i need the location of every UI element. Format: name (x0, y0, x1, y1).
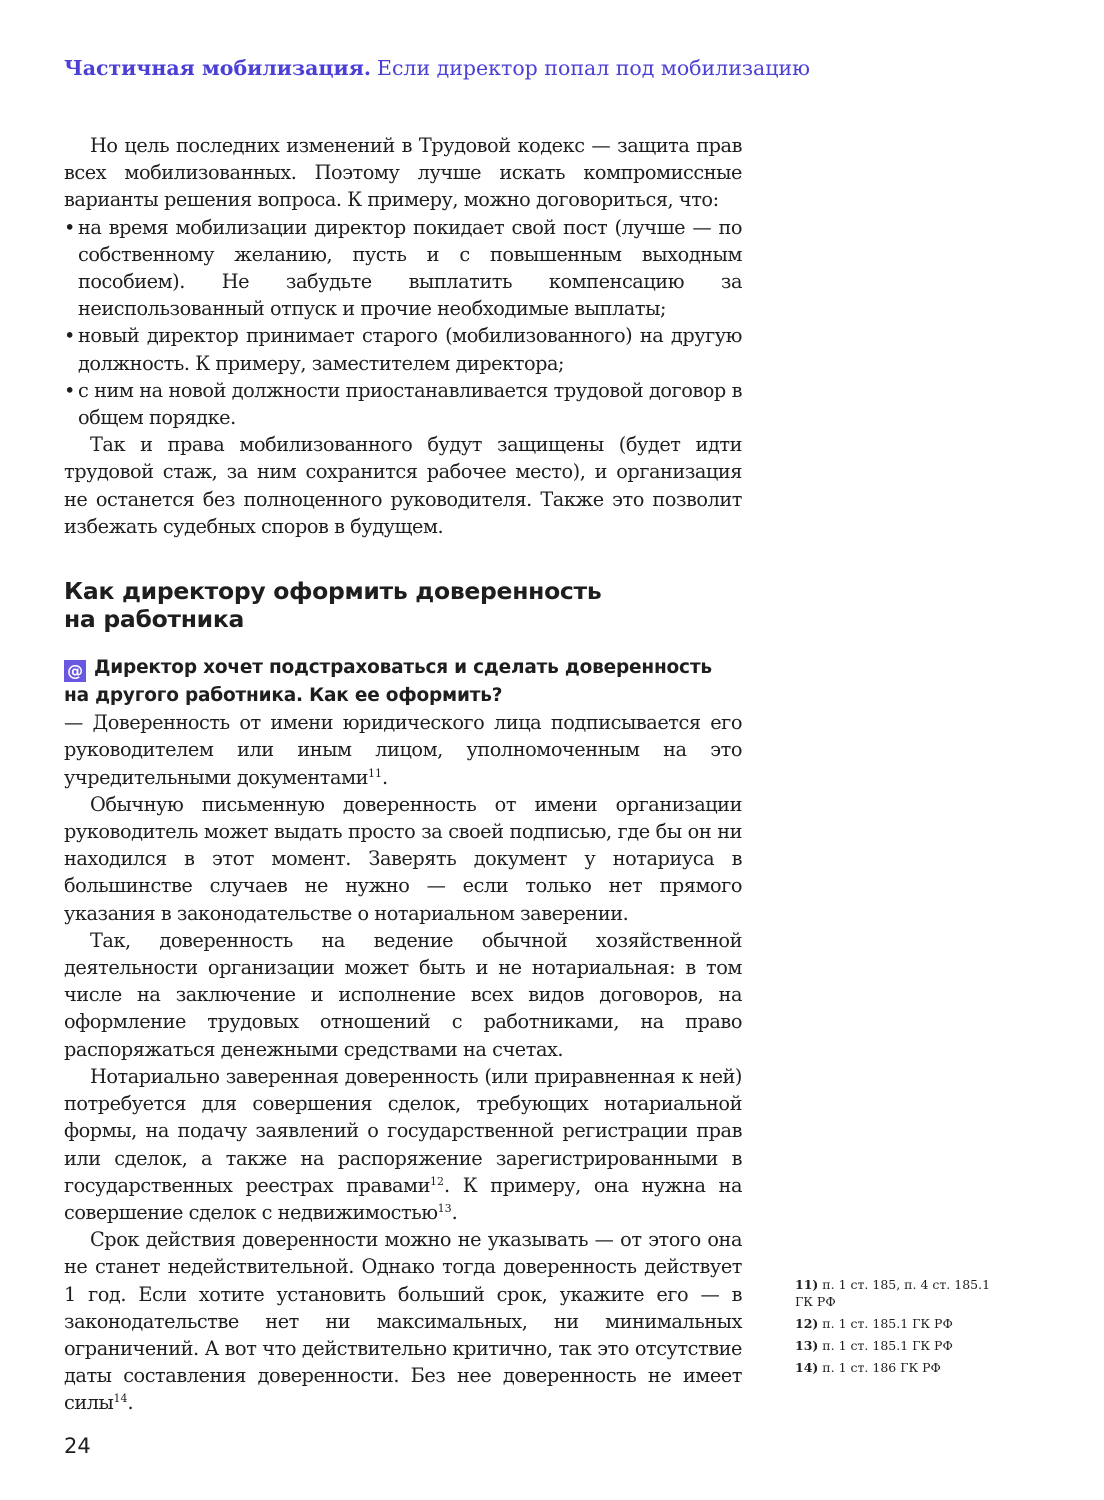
footnote-ref[interactable]: 11 (368, 766, 383, 780)
footnote-ref[interactable]: 12 (430, 1174, 444, 1188)
footnote-number: 14) (795, 1360, 819, 1375)
paragraph-non-notarial: Так, доверенность на ведение обычной хозяйственной деятельности организации может быть и не нотариальная: в том числе на заключение и исполнение всех видов договоров, на оформление трудовых отношений с работниками, на право распоряжаться денежными средствами на счетах. (64, 928, 742, 1061)
footnote-item (795, 1359, 1010, 1376)
bullet-icon: • (64, 215, 75, 239)
footnote-ref[interactable]: 14 (113, 1392, 128, 1406)
bullet-text: на время мобилизации директор покидает свой пост (лучше — по собственному желанию, пусть и с повышенным выходным пособием). Не забудьте выплатить компенсацию за неиспользованный отпуск и прочие необходимые выплаты; (78, 215, 742, 321)
footnote-item (795, 1315, 1010, 1332)
footnotes (795, 1276, 1010, 1381)
footnote-number: 13) (795, 1338, 819, 1353)
page-number: 24 (64, 1434, 91, 1458)
question-text: Директор хочет подстраховаться и сделать доверенность на другого работника. Как ее оформить? (64, 657, 712, 707)
footnote-text: п. 1 ст. 186 ГК РФ (822, 1360, 941, 1375)
question-block (64, 654, 742, 709)
answer-text: — Доверенность от имени юридического лица подписывается его руководителем или иным лицом, уполномоченным на это учредительными документами (64, 711, 742, 789)
conclusion-paragraph: Так и права мобилизованного будут защищены (будет идти трудовой стаж, за ним сохранится рабочее место), и организация не останется без полноценного руководителя. Также это позволит избежать судебных споров в будущем. (64, 433, 742, 538)
bullet-text: с ним на новой должности приостанавливается трудовой договор в общем порядке. (78, 378, 742, 430)
main-text-column (64, 132, 742, 1417)
term-text: Срок действия доверенности можно не указывать — от этого она не станет недействительной. Однако тогда доверенность действует 1 год. Если хотите установить больший срок, укажите его — в законодательстве нет ни максимальных, ни минимальных ограничений. А вот что действительно критично, так это отсутствие даты составления доверенности. Без нее доверенность не имеет силы (64, 1228, 742, 1415)
intro-paragraph: Но цель последних изменений в Трудовой кодекс — защита прав всех мобилизованных. Поэтому лучше искать компромиссные варианты решения вопроса. К примеру, можно договориться, что: (64, 134, 742, 212)
running-head (64, 55, 810, 81)
bullet-list (64, 214, 742, 432)
bullet-item (64, 322, 742, 376)
bullet-text: новый директор принимает старого (мобилизованного) на другую должность. К примеру, заместителем директора; (78, 324, 742, 375)
bullet-icon: • (64, 324, 75, 348)
notarial-after: . (451, 1200, 458, 1224)
footnote-text: п. 1 ст. 185.1 ГК РФ (822, 1316, 953, 1331)
bullet-icon: • (64, 378, 75, 402)
answer-paragraph (64, 709, 742, 791)
running-head-title: Если директор попал под мобилизацию (376, 56, 810, 80)
notarial-text-2: . К примеру, она нужна на совершение сделок с недвижимостью (64, 1173, 743, 1224)
paragraph-term (64, 1226, 742, 1416)
running-head-section: Частичная мобилизация. (64, 56, 371, 80)
notarial-text-1: Нотариально заверенная доверенность (или приравненная к ней) потребуется для совершения сделок, требующих нотариальной формы, на подачу заявлений о государственной регистрации прав или сделок, а также на распоряжение зарегистрированными в государственных реестрах правами (64, 1064, 742, 1197)
section-heading (64, 577, 742, 633)
footnote-number: 11) (795, 1277, 819, 1292)
footnote-number: 12) (795, 1316, 819, 1331)
paragraph-notarial (64, 1063, 742, 1226)
section-heading-line-1: Как директору оформить доверенность (64, 577, 602, 606)
section-heading-line-2: на работника (64, 605, 245, 634)
footnote-item (795, 1337, 1010, 1354)
bullet-item (64, 377, 742, 431)
bullet-item (64, 214, 742, 323)
footnote-text: п. 1 ст. 185, п. 4 ст. 185.1 ГК РФ (795, 1277, 991, 1309)
footnote-item (795, 1276, 1010, 1310)
paragraph-ordinary-proxy: Обычную письменную доверенность от имени организации руководитель может выдать просто за своей подписью, где бы он ни находился в этот момент. Заверять документ у нотариуса в большинстве случаев не нужно — если только нет прямого указания в законодательстве о нотариальном заверении. (64, 792, 742, 925)
term-after: . (127, 1391, 134, 1415)
footnote-ref[interactable]: 13 (437, 1201, 452, 1215)
at-sign-icon: @ (64, 660, 86, 682)
answer-after: . (382, 765, 388, 789)
footnote-text: п. 1 ст. 185.1 ГК РФ (822, 1338, 953, 1353)
